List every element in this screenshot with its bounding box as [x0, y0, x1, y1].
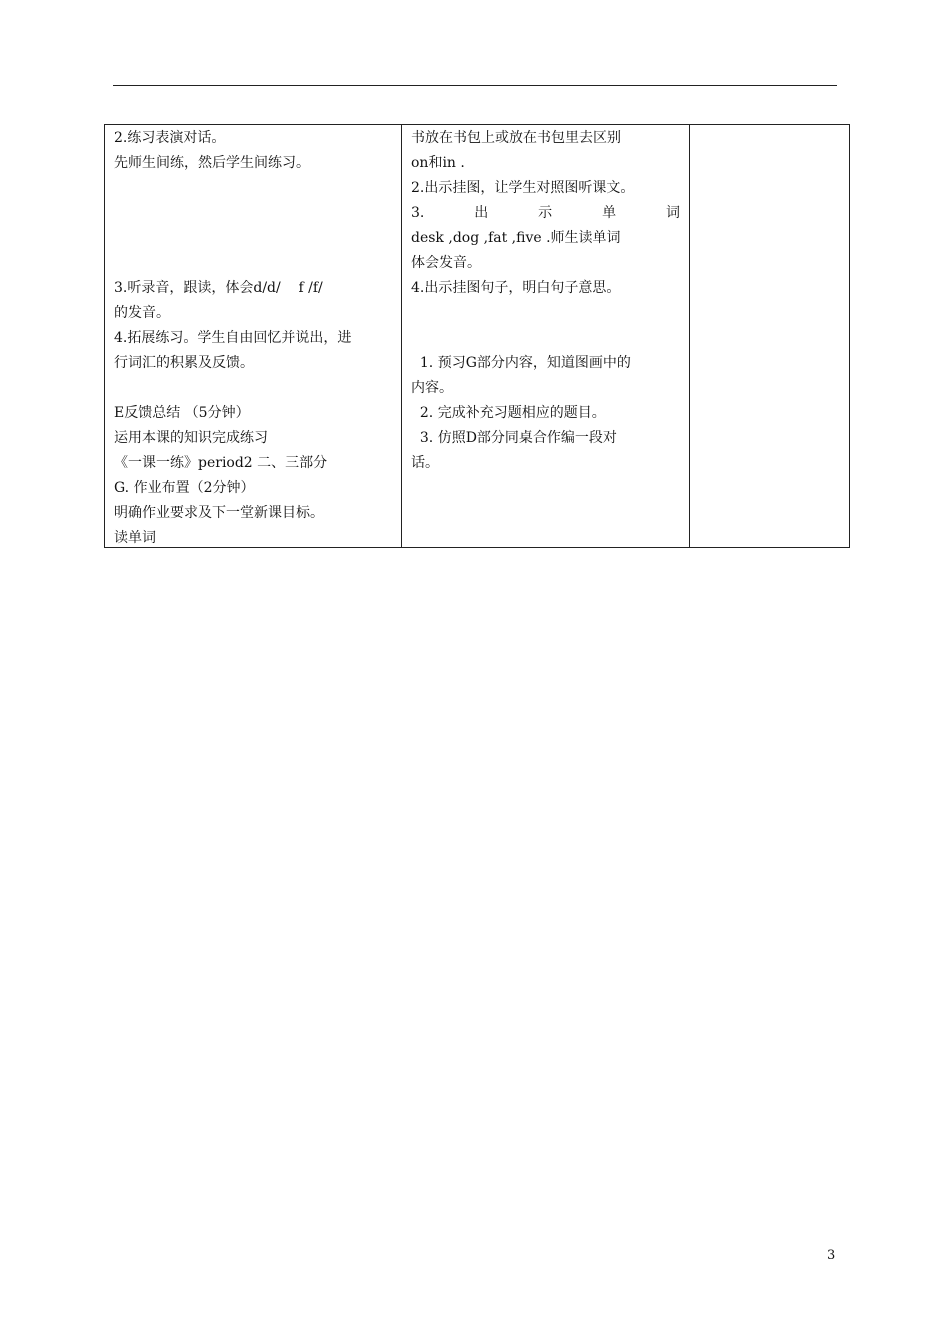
teacher-activity-cell [402, 125, 690, 548]
table-row [105, 125, 850, 548]
text-line: 2.练习表演对话。 [114, 130, 226, 146]
text-line: 运用本课的知识完成练习 [114, 430, 268, 446]
text-line: 话。 [411, 455, 439, 471]
text-line: 4.出示挂图句子，明白句子意思。 [411, 280, 621, 296]
header-rule [113, 85, 837, 86]
text-fragment: 3. [411, 205, 425, 221]
text-line: 3. 仿照D部分同桌合作编一段对 [411, 430, 617, 446]
text-line: 读单词 [114, 530, 156, 546]
text-line: G. 作业布置（2分钟） [114, 480, 255, 496]
text-line: 3.听录音，跟读，体会d/d/ f /f/ [114, 280, 323, 296]
text-line: E反馈总结 （5分钟） [114, 405, 250, 421]
text-line: 内容。 [411, 380, 453, 396]
text-line: desk ,dog ,fat ,five .师生读单词 [411, 230, 621, 246]
text-fragment: 单 [602, 205, 617, 221]
page-number: 3 [827, 1248, 836, 1263]
text-line: 先师生间练，然后学生间练习。 [114, 155, 310, 171]
text-line: 行词汇的积累及反馈。 [114, 355, 254, 371]
text-fragment: 示 [538, 205, 553, 221]
text-line: 体会发音。 [411, 255, 481, 271]
text-line: 《一课一练》period2 二、三部分 [114, 455, 328, 471]
text-line: 书放在书包上或放在书包里去区别 [411, 130, 621, 146]
text-line: 2.出示挂图，让学生对照图听课文。 [411, 180, 635, 196]
text-line: on和in . [411, 155, 465, 171]
teaching-process-cell [105, 125, 402, 548]
text-line: 1. 预习G部分内容，知道图画中的 [411, 355, 631, 371]
text-line: 明确作业要求及下一堂新课目标。 [114, 505, 324, 521]
text-line: 4.拓展练习。学生自由回忆并说出，进 [114, 330, 352, 346]
notes-cell [690, 125, 850, 548]
text-line: 的发音。 [114, 305, 170, 321]
text-fragment: 出 [474, 205, 489, 221]
justified-text-line [411, 201, 680, 226]
text-fragment: 词 [665, 205, 680, 221]
lesson-plan-table [104, 124, 850, 548]
text-line: 2. 完成补充习题相应的题目。 [411, 405, 606, 421]
